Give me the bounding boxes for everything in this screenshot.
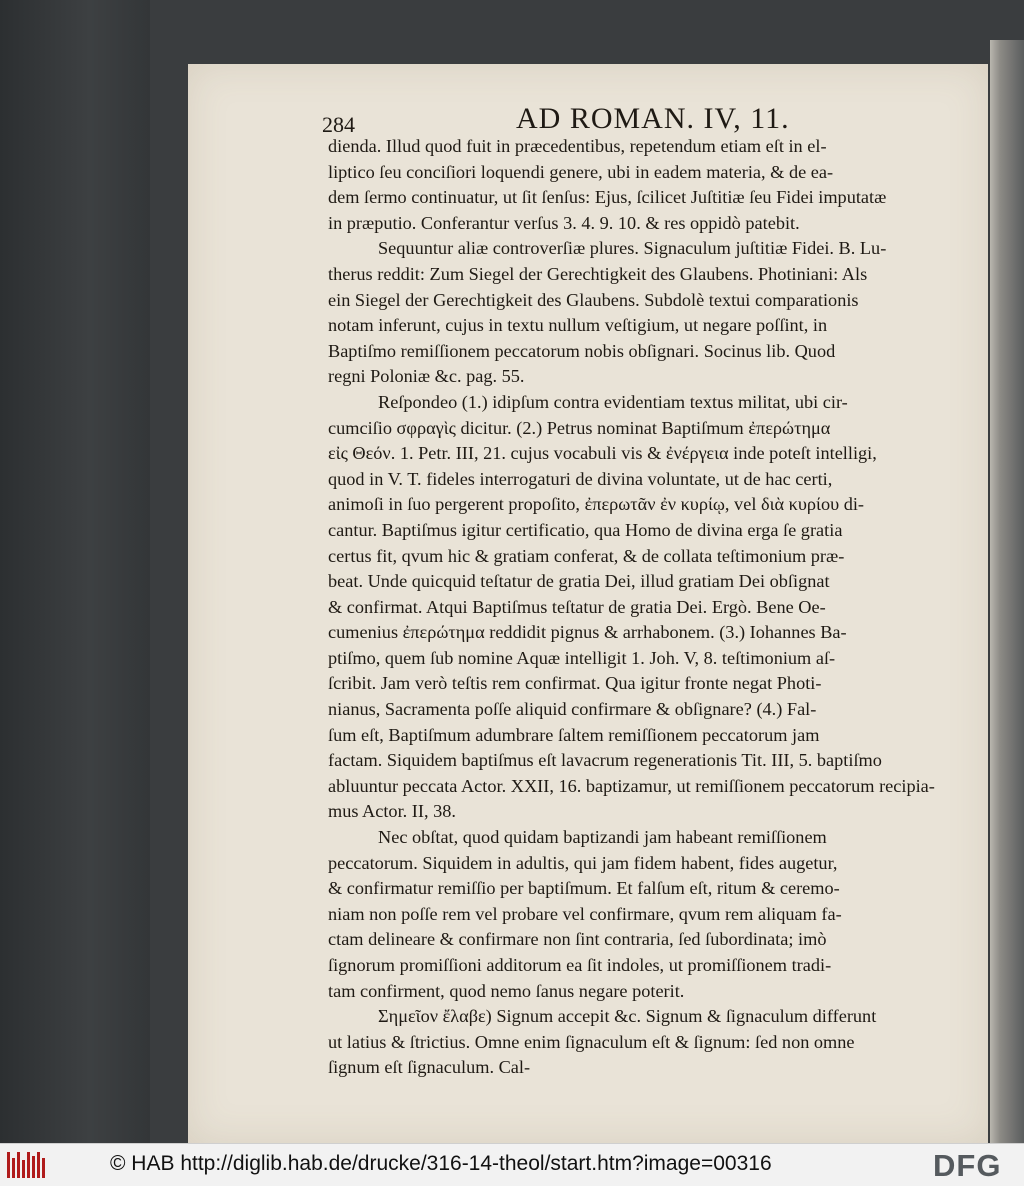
scan-page-edge-right [990,40,1024,1143]
text-line: nianus, Sacramenta poſſe aliquid confirmare & obſignare? (4.) Fal- [328,699,817,720]
running-title: AD ROMAN. IV, 11. [516,102,790,135]
text-line: ut latius & ſtrictius. Omne enim ſignaculum eſt & ſignum: ſed non omne [328,1031,855,1052]
text-line: dem ſermo continuatur, ut ſit ſenſus: Ejus, ſcilicet Juſtitiæ ſeu Fidei imputatæ [328,187,887,208]
text-line: peccatorum. Siquidem in adultis, qui jam fidem habent, fides augetur, [328,852,838,873]
text-line: notam inferunt, cujus in textu nullum veſtigium, ut negare poſſint, in [328,315,828,336]
text-line: Sequuntur aliæ controverſiæ plures. Signaculum juſtitiæ Fidei. B. Lu- [378,238,887,259]
text-line: cumciſio σφραγὶς dicitur. (2.) Petrus nominat Baptiſmum ἐπερώτημα [328,417,831,438]
page-number: 284 [322,112,355,137]
text-line: Nec obſtat, quod quidam baptizandi jam habeant remiſſionem [378,827,827,848]
text-line: ſcribit. Jam verò teſtis rem confirmat. Qua igitur fronte negat Photi- [328,673,822,694]
text-line: Reſpondeo (1.) idipſum contra evidentiam textus militat, ubi cir- [378,391,848,412]
text-line: Σημεῖον ἔλαβε) Signum accepit &c. Signum & ſignaculum differunt [378,1006,877,1027]
text-line: ſignum eſt ſignaculum. Cal- [328,1057,531,1078]
text-line: ſum eſt, Baptiſmum adumbrare ſaltem remiſſionem peccatorum jam [328,724,820,745]
text-line: & confirmatur remiſſio per baptiſmum. Et falſum eſt, ritum & ceremo- [328,878,840,899]
text-line: ptiſmo, quem ſub nomine Aquæ intelligit 1. Joh. V, 8. teſtimonium aſ- [328,647,836,668]
text-line: certus fit, qvum hic & gratiam conferat, & de collata teſtimonium præ- [328,545,845,566]
text-line: therus reddit: Zum Siegel der Gerechtigkeit des Glaubens. Photiniani: Als [328,263,868,284]
text-line: niam non poſſe rem vel probare vel confirmare, qvum rem aliquam fa- [328,903,842,924]
text-line: ein Siegel der Gerechtigkeit des Glaubens. Subdolè textui comparationis [328,289,859,310]
footer-bar [0,1143,1024,1186]
text-line: ſignorum promiſſioni additorum ea ſit indoles, ut promiſſionem tradi- [328,955,832,975]
text-line: abluuntur peccata Actor. XXII, 16. baptizamur, ut remiſſionem peccatorum recipia- [328,775,935,796]
text-line: εἰς Θεόν. 1. Petr. III, 21. cujus vocabuli vis & ἐνέργεια inde poteſt intelligi, [328,443,877,464]
text-line: & confirmat. Atqui Baptiſmus teſtatur de gratia Dei. Ergò. Bene Oe- [328,596,826,617]
text-line: liptico ſeu conciſiori loquendi genere, ubi in eadem materia, & de ea- [328,161,834,182]
text-line: beat. Unde quicquid teſtatur de gratia Dei, illud gratiam Dei obſignat [328,571,830,592]
text-line: Baptiſmo remiſſionem peccatorum nobis obſignari. Socinus lib. Quod [328,340,836,361]
text-line: dienda. Illud quod fuit in præcedentibus, repetendum etiam eſt in el- [328,136,827,156]
text-line: animoſi in ſuo pergerent propoſito, ἐπερωτᾶν ἐν κυρίῳ, vel διὰ κυρίου di- [328,494,865,515]
book-page [188,64,988,1143]
page-text [328,134,954,1081]
text-line: regni Poloniæ &c. pag. 55. [328,366,525,387]
text-line: tam confirment, quod nemo ſanus negare poterit. [328,980,685,1001]
copyright-url-text[interactable]: © HAB http://diglib.hab.de/drucke/316-14-theol/start.htm?image=00316 [110,1152,772,1175]
text-line: in præputio. Conferantur verſus 3. 4. 9. 10. & res oppidò patebit. [328,212,800,233]
text-line: mus Actor. II, 38. [328,801,456,822]
hab-logo-icon [7,1152,45,1178]
text-line: cumenius ἐπερώτημα reddidit pignus & arrhabonem. (3.) Iohannes Ba- [328,622,847,643]
text-line: ctam delineare & confirmare non ſint contraria, ſed ſubordinata; imò [328,929,827,950]
text-line: factam. Siquidem baptiſmus eſt lavacrum regenerationis Tit. III, 5. baptiſmo [328,750,882,771]
scan-background-left [0,0,150,1143]
text-line: cantur. Baptiſmus igitur certificatio, qua Homo de divina erga ſe gratia [328,519,843,540]
text-line: quod in V. T. fideles interrogaturi de divina voluntate, ut de hac certi, [328,468,833,489]
dfg-logo: DFG [933,1148,1002,1183]
